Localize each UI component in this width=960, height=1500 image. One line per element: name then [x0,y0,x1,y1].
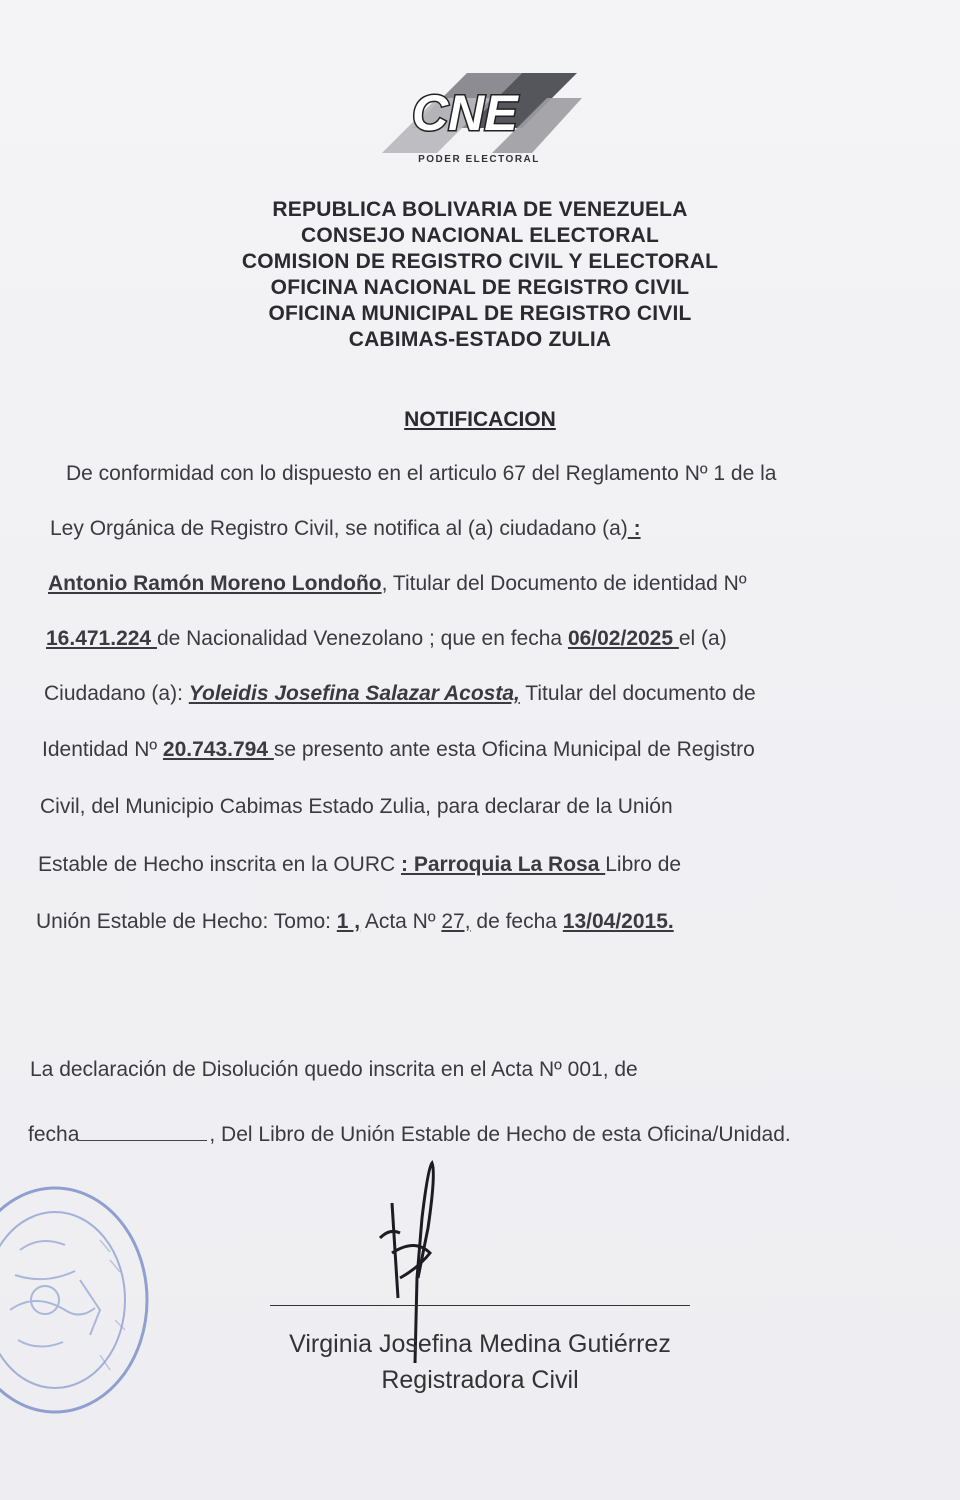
official-stamp [0,1180,160,1425]
logo-text: CNE [412,85,518,141]
body-line-11 [28,1120,791,1148]
body-line-9 [36,909,674,935]
body-text: Ley Orgánica de Registro Civil, se notifica al (a) ciudadano (a) [50,517,628,540]
body-text: fecha [28,1123,80,1146]
citizen-id-2: 20.743.794 [162,738,274,761]
body-text: Libro de [605,853,682,876]
body-text: el (a) [678,627,727,650]
body-line-4 [46,626,727,652]
body-text: Titular del documento de [519,682,756,705]
citizen-id: 16.471.224 [46,627,157,650]
body-text: Unión Estable de Hecho: Tomo: [36,910,337,933]
body-text: , Del Libro de Unión Estable de Hecho de esta Oficina/Unidad. [209,1123,791,1146]
body-line-2 [50,516,641,542]
body-text: Estable de Hecho inscrita en la OURC [38,853,401,876]
body-text: Acta Nº [360,910,442,933]
body-line-10 [30,1057,638,1083]
body-line-6 [42,737,755,763]
body-text: Civil, del Municipio Cabimas Estado Zulia, para declarar de la Unión [40,795,673,818]
body-text: , Titular del Documento de identidad Nº [381,572,747,595]
document-header [160,197,800,353]
header-line: CABIMAS-ESTADO ZULIA [348,328,612,351]
body-line-3 [48,571,746,597]
header-line: OFICINA NACIONAL DE REGISTRO CIVIL [270,276,690,299]
body-line-7 [40,794,673,820]
body-text: se presento ante esta Oficina Municipal de Registro [273,738,755,761]
date-blank [79,1120,207,1141]
tomo-number: 1 , [336,910,361,933]
logo-subtitle: PODER ELECTORAL [418,154,540,165]
record-date: 13/04/2015. [562,910,674,933]
body-text: : [627,517,641,540]
body-text: La declaración de Disolución quedo inscrita en el Acta Nº 001, de [30,1058,638,1081]
signer-role: Registradora Civil [381,1366,579,1394]
header-line: CONSEJO NACIONAL ELECTORAL [301,224,659,247]
body-text: De conformidad con lo dispuesto en el articulo 67 del Reglamento Nº 1 de la [66,462,777,485]
body-line-5 [44,681,756,707]
body-text: de Nacionalidad Venezolano ; que en fecha [156,627,568,650]
parish: : Parroquia La Rosa [401,853,606,876]
body-text: Ciudadano (a): [44,682,189,705]
citizen-name-2: Yoleidis Josefina Salazar Acosta, [188,682,520,705]
signer-name: Virginia Josefina Medina Gutiérrez [289,1330,671,1358]
header-line: COMISION DE REGISTRO CIVIL Y ELECTORAL [241,250,719,273]
notification-date: 06/02/2025 [567,627,679,650]
acta-number: 27, [441,910,471,933]
document-title: NOTIFICACION [404,408,556,431]
citizen-name: Antonio Ramón Moreno Londoño [48,572,382,595]
body-line-8 [38,852,681,878]
signature-line [270,1305,690,1306]
body-text: de fecha [470,910,563,933]
body-text: Identidad Nº [42,738,163,761]
header-line: OFICINA MUNICIPAL DE REGISTRO CIVIL [268,302,692,325]
cne-logo [372,58,587,176]
body-line-1 [66,461,776,487]
header-line: REPUBLICA BOLIVARIA DE VENEZUELA [272,198,688,221]
